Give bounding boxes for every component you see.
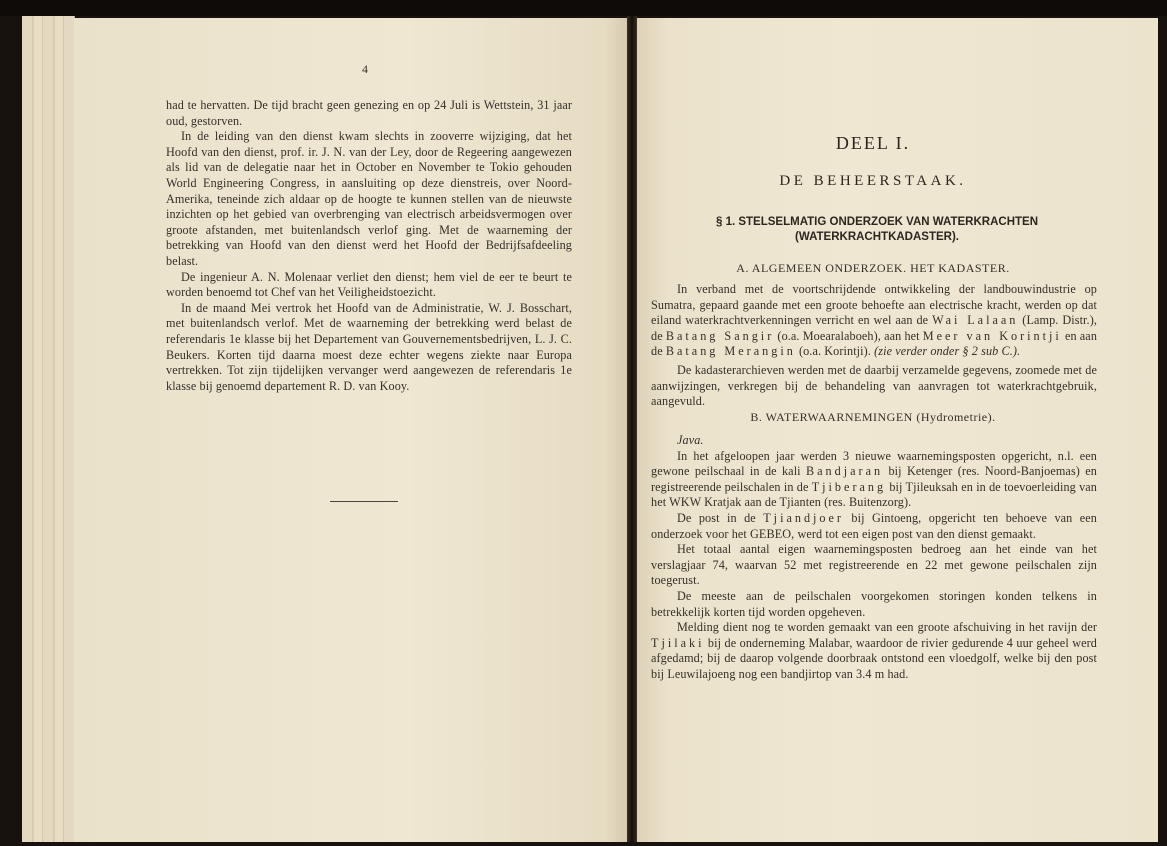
place-name: Wai Lalaan <box>932 313 1019 328</box>
section-heading <box>667 215 1087 245</box>
paragraph <box>651 620 1097 682</box>
text-run: (o.a. Korintji). <box>795 344 875 359</box>
paragraph <box>651 511 1097 542</box>
place-name: Tjiberang <box>811 479 887 494</box>
region-label: Java. <box>677 433 704 447</box>
text-run: In verband met de voortschrijdende ontwikkeling der landbouwindustrie op Sumatra, gepaard gaande met een groote behoefte aan electrische kracht, werden op dat eiland waterkrachtverkenningen verricht en wel aan de <box>651 282 1097 328</box>
left-page-body <box>166 98 572 394</box>
paragraph <box>651 449 1097 511</box>
text-run: (o.a. Moearalaboeh), aan het <box>774 328 923 343</box>
part-subtitle: DE BEHEERSTAAK. <box>779 173 967 189</box>
text-run: Melding dient nog te worden gemaakt van een groote afschuiving in het ravijn der <box>677 620 1097 635</box>
paragraph: had te hervatten. De tijd bracht geen genezing en op 24 Juli is Wettstein, 31 jaar oud, gestorven. <box>166 98 572 128</box>
subheading-b: B. WATERWAARNEMINGEN (Hydrometrie). <box>750 410 996 424</box>
text-run: en aan de <box>651 328 1098 359</box>
section-a-text <box>651 282 1097 360</box>
section-heading-line: (WATERKRACHTKADASTER). <box>795 231 959 243</box>
part-title: DEEL I. <box>835 133 911 153</box>
paragraph <box>651 282 1097 360</box>
section-heading-line: § 1. STELSELMATIG ONDERZOEK VAN WATERKRACHTEN <box>715 216 1038 228</box>
paragraph: In de maand Mei vertrok het Hoofd van de Administratie, W. J. Bosschart, met buitenlandsch verlof. Met de waarneming der betrekking werd belast de referendaris 1e klasse bij het Departement van Gouvernementsbedrijven, L. J. C. Beukers. Korten tijd daarna moest deze echter wegens ziekte naar Europa vertrekken. Tot zijn tijdelijken vervanger werd aangewezen de referendaris 1e klasse bij genoemd departement R. D. van Kooy. <box>166 300 572 393</box>
page-number: 4 <box>362 62 369 76</box>
paragraph: De meeste aan de peilschalen voorgekomen storingen konden telkens in betrekkelijk korten tijd worden opgeheven. <box>651 588 1097 619</box>
paragraph: De kadasterarchieven werden met de daarbij verzamelde gegevens, zoomede met de aanwijzingen, verkregen bij de behandeling van aanvragen tot waterkrachtgebruik, aangevuld. <box>651 363 1097 409</box>
place-name: Tjilaki <box>651 635 705 650</box>
place-name: Batang Merangin <box>665 344 796 359</box>
section-end-rule <box>330 501 398 502</box>
book-gutter <box>627 16 637 842</box>
text-run: bij Gintoeng, opgericht ten behoeve van een onderzoek voor het GEBEO, werd tot een eigen post van den dienst gemaakt. <box>651 510 1097 541</box>
text-run: De post in de <box>677 510 764 525</box>
scan-top-edge <box>0 0 1167 16</box>
paragraph: Het totaal aantal eigen waarnemingsposten bedroeg aan het einde van het verslagjaar 74, waarvan 52 met registreerende en 22 met gewone peilschalen zijn toegerust. <box>651 542 1097 588</box>
text-run: bij Ketenger (res. Noord-Banjoemas) en registreerende peilschalen in de <box>651 464 1097 494</box>
place-name: Tjiandjoer <box>763 510 844 525</box>
text-run: In het afgeloopen jaar werden 3 nieuwe waarnemingsposten opgericht, n.l. een gewone peilschaal in de kali <box>651 448 1097 479</box>
text-run: bij de onderneming Malabar, waardoor de rivier gedurende 4 uur geheel werd afgedamd; bij de daarop volgende doorbraak ontstond een vloedgolf, welke bij den post bij Leuwilajoeng nog een bandjirtop van 3.4 m had. <box>651 635 1097 681</box>
place-name: Meer van Korintji <box>922 328 1062 343</box>
page-edges <box>22 16 75 842</box>
place-name: Bandjaran <box>806 464 884 479</box>
text-run: (Lamp. Distr.), de <box>651 313 1097 343</box>
cross-reference: (zie verder onder § 2 sub C.). <box>874 344 1021 359</box>
section-b-text <box>651 433 1097 683</box>
paragraph: In de leiding van den dienst kwam slechts in zooverre wijziging, dat het Hoofd van den dienst, prof. ir. J. N. van der Ley, door de Regeering aangewezen als lid van de delegatie naar het in October en November te Tokio gehouden World Engineering Congress, in aansluiting op deze dienstreis, over Noord-Amerika, teneinde zich aldaar op de hoogte te kunnen stellen van de nieuwste inzichten op het gebied van overbrenging van electrisch arbeidsvermogen over groote afstanden, met buitenlandsch verlof ging. Met de waarneming der betrekking van Hoofd van den dienst werd het Hoofd der Bedrijfsafdeeling belast. <box>166 129 572 268</box>
section-a-text-2 <box>651 363 1097 410</box>
place-name: Batang Sangir <box>665 328 775 343</box>
subheading-a: A. ALGEMEEN ONDERZOEK. HET KADASTER. <box>736 261 1010 275</box>
paragraph: De ingenieur A. N. Molenaar verliet den dienst; hem viel de eer te beurt te worden benoemd tot Chef van het Veiligheidstoezicht. <box>166 269 572 300</box>
text-run: bij Tjileuksah en in de toevoerleiding van het WKW Kratjak aan de Tjianten (res. Buitenzorg). <box>651 479 1098 510</box>
